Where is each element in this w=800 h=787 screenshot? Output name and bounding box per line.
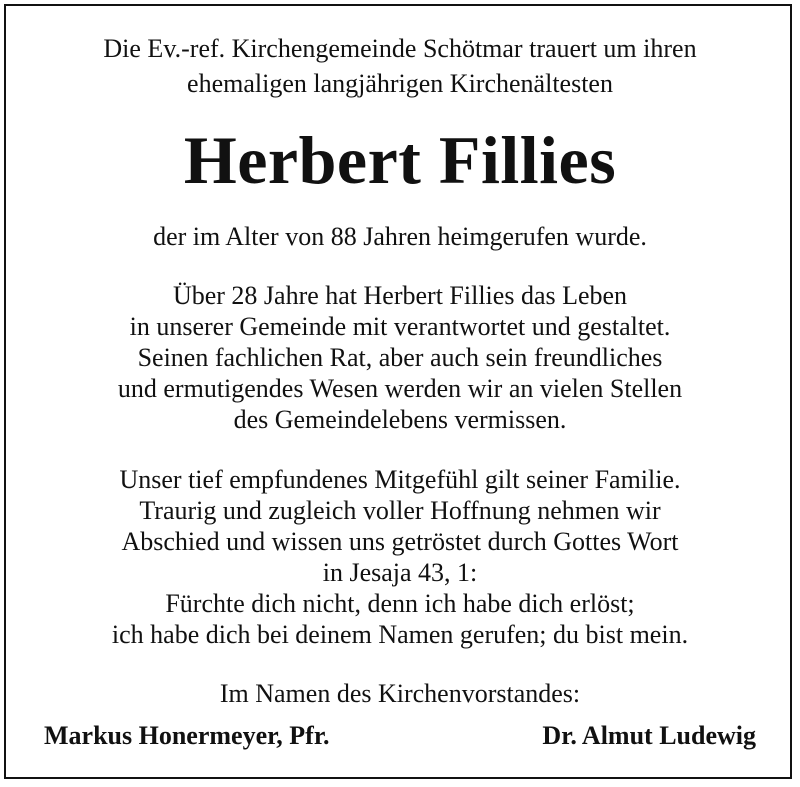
- tribute-line: in unserer Gemeinde mit verantwortet und gestaltet.: [129, 312, 671, 341]
- tribute-line: des Gemeindelebens vermissen.: [233, 405, 567, 434]
- tribute-line: Seinen fachlichen Rat, aber auch sein freundliches: [137, 343, 663, 372]
- tribute-line: und ermutigendes Wesen werden wir an vielen Stellen: [117, 374, 683, 403]
- scripture-quote-line: Fürchte dich nicht, denn ich habe dich erlöst;: [165, 589, 635, 618]
- condolence-line: Unser tief empfundenes Mitgefühl gilt seiner Familie.: [119, 465, 681, 494]
- age-line: der im Alter von 88 Jahren heimgerufen wurde.: [153, 222, 647, 251]
- intro-line: Die Ev.-ref. Kirchengemeinde Schötmar trauert um ihren: [103, 34, 697, 63]
- scripture-reference: in Jesaja 43, 1:: [322, 558, 478, 587]
- deceased-name: Herbert Fillies: [183, 122, 617, 198]
- intro-line: ehemaligen langjährigen Kirchenältesten: [187, 69, 613, 98]
- signatory-pastor: Markus Honermeyer, Pfr.: [44, 721, 330, 750]
- scripture-quote-line: ich habe dich bei deinem Namen gerufen; du bist mein.: [111, 620, 689, 649]
- tribute-line: Über 28 Jahre hat Herbert Fillies das Leben: [172, 281, 628, 310]
- closing-line: Im Namen des Kirchenvorstandes:: [219, 679, 581, 708]
- condolence-line: Abschied und wissen uns getröstet durch Gottes Wort: [121, 527, 679, 556]
- condolence-line: Traurig und zugleich voller Hoffnung nehmen wir: [139, 496, 661, 525]
- signatory-elder: Dr. Almut Ludewig: [542, 721, 756, 750]
